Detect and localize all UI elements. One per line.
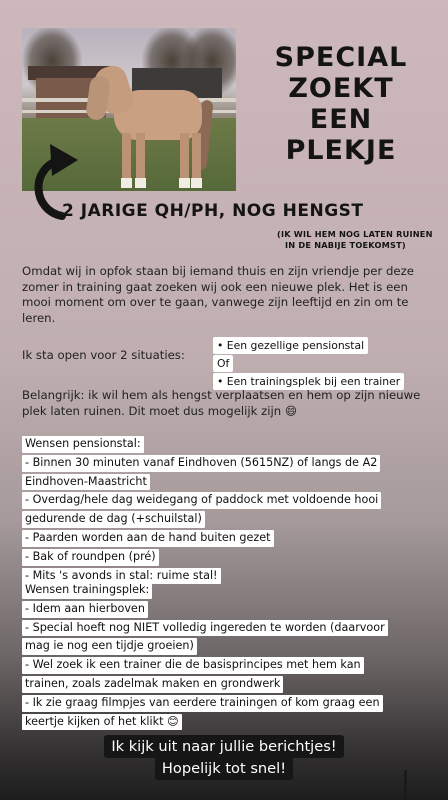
pension-title: Wensen pensionstal: xyxy=(22,436,144,453)
title-line: ZOEKT xyxy=(288,73,394,104)
list-item: - Special hoeft nog NIET volledig ingereden te worden (daarvoor xyxy=(22,620,388,637)
option-or: Of xyxy=(213,355,233,372)
list-item: - Bak of roundpen (pré) xyxy=(22,549,159,566)
closing-text: Hopelijk tot snel! xyxy=(155,757,293,780)
list-item: - Ik zie graag filmpjes van eerdere trainingen of kom graag een xyxy=(22,695,383,712)
horse-hoof-shape xyxy=(121,178,132,188)
pension-wishes xyxy=(22,436,381,586)
important-paragraph: Belangrijk: ik wil hem als hengst verplaatsen en hem op zijn nieuwe plek laten ruinen. Dit moet dus mogelijk zijn 😄 xyxy=(22,388,421,418)
note-line: (IK WIL HEM NOG LATEN RUINEN xyxy=(277,229,433,239)
title-line: PLEKJE xyxy=(285,135,397,166)
list-item: keertje kijken of het klikt 😊 xyxy=(22,714,182,731)
closing-text: Ik kijk uit naar jullie berichtjes! xyxy=(104,735,343,758)
training-wishes xyxy=(22,582,388,732)
note-line: IN DE NABIJE TOEKOMST) xyxy=(285,240,406,250)
situations-options xyxy=(213,333,409,387)
title-line: SPECIAL xyxy=(274,42,408,73)
horse-leg-shape xyxy=(192,133,201,183)
list-item: mag ie nog een tijdje groeien) xyxy=(22,638,197,655)
horse-hoof-shape xyxy=(191,178,202,188)
intro-paragraph: Omdat wij in opfok staan bij iemand thuis en zijn vriendje per deze zomer in training gaat zoeken wij ook een nieuwe plek. Het is een mooi moment om over te gaan, vanwege zijn leeftijd en zin om te leren. xyxy=(22,264,414,325)
list-item: - Mits 's avonds in stal: ruime stal! xyxy=(22,568,221,585)
horse-hoof-shape xyxy=(135,178,146,188)
closing-line xyxy=(0,735,448,758)
horse-description: 2 JARIGE QH/PH, NOG HENGST xyxy=(62,201,364,221)
closing-line xyxy=(0,757,448,780)
title-line: EEN xyxy=(309,104,373,135)
option-pension: • Een gezellige pensionstal xyxy=(213,337,368,354)
list-item: trainen, zoals zadelmak maken en grondwerk xyxy=(22,676,283,693)
training-title: Wensen trainingsplek: xyxy=(22,582,152,599)
list-item: - Binnen 30 minuten vanaf Eindhoven (5615NZ) of langs de A2 xyxy=(22,455,380,472)
horse-hoof-shape xyxy=(179,178,190,188)
list-item: - Wel zoek ik een trainer die de basisprincipes met hem kan xyxy=(22,657,364,674)
list-item: gedurende de dag (+schuilstal) xyxy=(22,511,205,528)
page-title xyxy=(262,42,420,166)
horse-leg-shape xyxy=(180,133,189,183)
list-item: - Idem aan hierboven xyxy=(22,601,148,618)
list-item: - Paarden worden aan de hand buiten gezet xyxy=(22,530,274,547)
option-training: • Een trainingsplek bij een trainer xyxy=(213,373,404,390)
decorative-stroke xyxy=(404,770,407,800)
horse-leg-shape xyxy=(122,133,131,183)
list-item: Eindhoven-Maastricht xyxy=(22,474,150,491)
situations-label: Ik sta open voor 2 situaties: xyxy=(22,348,185,362)
gelding-note xyxy=(277,229,445,251)
list-item: - Overdag/hele dag weidegang of paddock met voldoende hooi xyxy=(22,492,381,509)
horse-leg-shape xyxy=(136,133,145,183)
